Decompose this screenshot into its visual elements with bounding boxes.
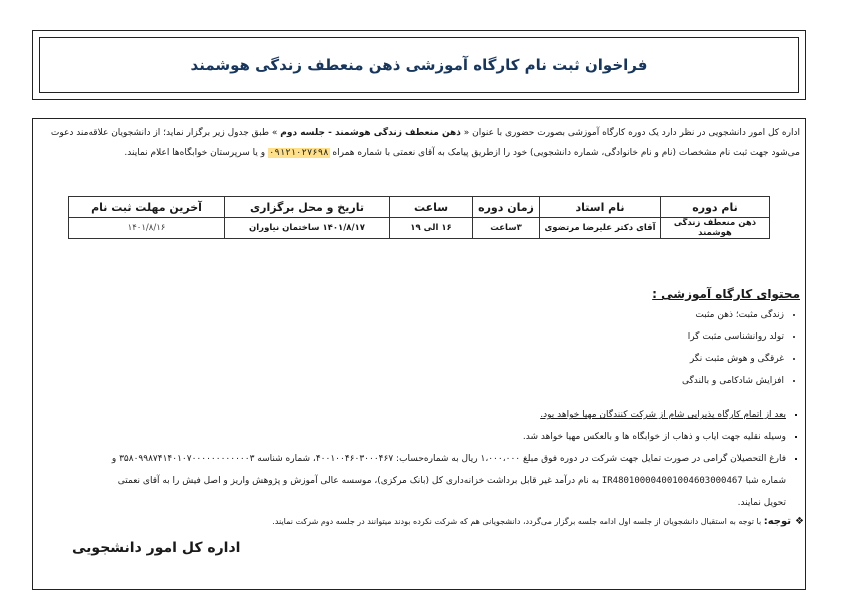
list-item: • تولد روانشناسی مثبت گرا [682,326,784,348]
table-header-cell: زمان دوره [473,197,540,218]
table-cell: ۱۴۰۱/۸/۱۷ ساختمان نیاوران [225,218,390,239]
signature: اداره کل امور دانشجویی [72,540,241,556]
table-cell: ۳ساعت [473,218,540,239]
course-table [68,196,770,239]
attention-note [272,513,804,531]
intro-line-1 [38,123,800,143]
title-frame [32,30,806,100]
table-header-cell: تاریخ و محل برگزاری [225,197,390,218]
notes-list [26,404,802,514]
list-item [26,404,786,426]
page-title: فراخوان ثبت نام کارگاه آموزشی ذهن منعطف زندگی هوشمند [190,56,648,74]
table-cell: ۱۶ الی ۱۹ [390,218,473,239]
table-header-cell: ساعت [390,197,473,218]
intro-paragraph [38,123,800,163]
phone-number: ۰۹۱۲۱۰۲۷۶۹۸ [268,148,329,158]
table-row [69,218,770,239]
intro-text: می‌شود جهت ثبت نام مشخصات (نام و نام خانوادگی، شماره دانشجویی) خود را ازطریق پیامک به آقای نعمتی با شماره همراه [329,148,800,158]
list-item: ▪ وسیله نقلیه جهت ایاب و ذهاب از خوابگاه ها و بالعکس مهیا خواهد شد. [26,426,786,448]
table-header-cell: نام دوره [661,197,770,218]
payment-text: تحویل نمایند. [737,498,786,508]
note-label: توجه: [763,516,792,527]
content-list [682,304,802,392]
table-header-cell: نام استاد [540,197,661,218]
star-bullet-icon: ❖ [795,516,804,527]
intro-text: اداره کل امور دانشجویی در نظر دارد یک دوره کارگاه آموزشی بصورت حضوری با عنوان « [460,128,800,138]
table-cell: ذهن منعطف زندگی هوشمند [661,218,770,239]
list-item [26,448,786,514]
table-header-row [69,197,770,218]
payment-text: فارغ التحصیلان گرامی در صورت تمایل جهت شرکت در دوره فوق مبلغ ۱،۰۰۰،۰۰۰ ریال به شماره‌حساب: ۴۰۰۱۰۰۴۶۰۳۰۰۰۴۶۷، شماره شناسه ۳۵۸۰۹۹۸۷۴۱۴۰۱۰۷۰۰۰۰۰۰۰۰۰۰۰۰۳ و [111,454,786,464]
content-heading: محتوای کارگاه آموزشی : [652,287,800,301]
list-item: • غرقگی و هوش مثبت نگر [682,348,784,370]
payment-text: به نام درآمد غیر قابل برداشت خزانه‌داری کل (بانک مرکزی)، موسسه عالی آموزش و پژوهش واریز و اصل فیش را به آقای نعمتی [117,476,602,486]
payment-text: شماره شبا [742,476,786,486]
table-cell: ۱۴۰۱/۸/۱۶ [69,218,225,239]
list-item: • افزایش شادکامی و بالندگی [682,370,784,392]
intro-text: و یا سرپرستان خوابگاه‌ها اعلام نمایند. [124,148,268,158]
title-inner-frame [39,37,799,93]
intro-text: » طبق جدول زیر برگزار نماید؛ از دانشجویان علاقه‌مند دعوت [50,128,281,138]
table-header-cell: آخرین مهلت ثبت نام [69,197,225,218]
iban-number: IR480100004001004603000467 [601,476,743,486]
note-dinner: بعد از اتمام کارگاه پذیرایی شام از شرکت کنندگان مهیا خواهد بود. [540,410,786,420]
note-text: با توجه به استقبال دانشجویان از جلسه اول ادامه جلسه برگزار می‌گردد، دانشجویانی هم که شرکت نکرده بودند میتوانند در جلسه دوم شرکت نمایند. [272,517,764,526]
list-item: • زندگی مثبت؛ ذهن مثبت [682,304,784,326]
intro-course-title: ذهن منعطف زندگی هوشمند - جلسه دوم [280,128,461,138]
table-cell: آقای دکتر علیرضا مرتضوی [540,218,661,239]
intro-line-2 [38,143,800,163]
